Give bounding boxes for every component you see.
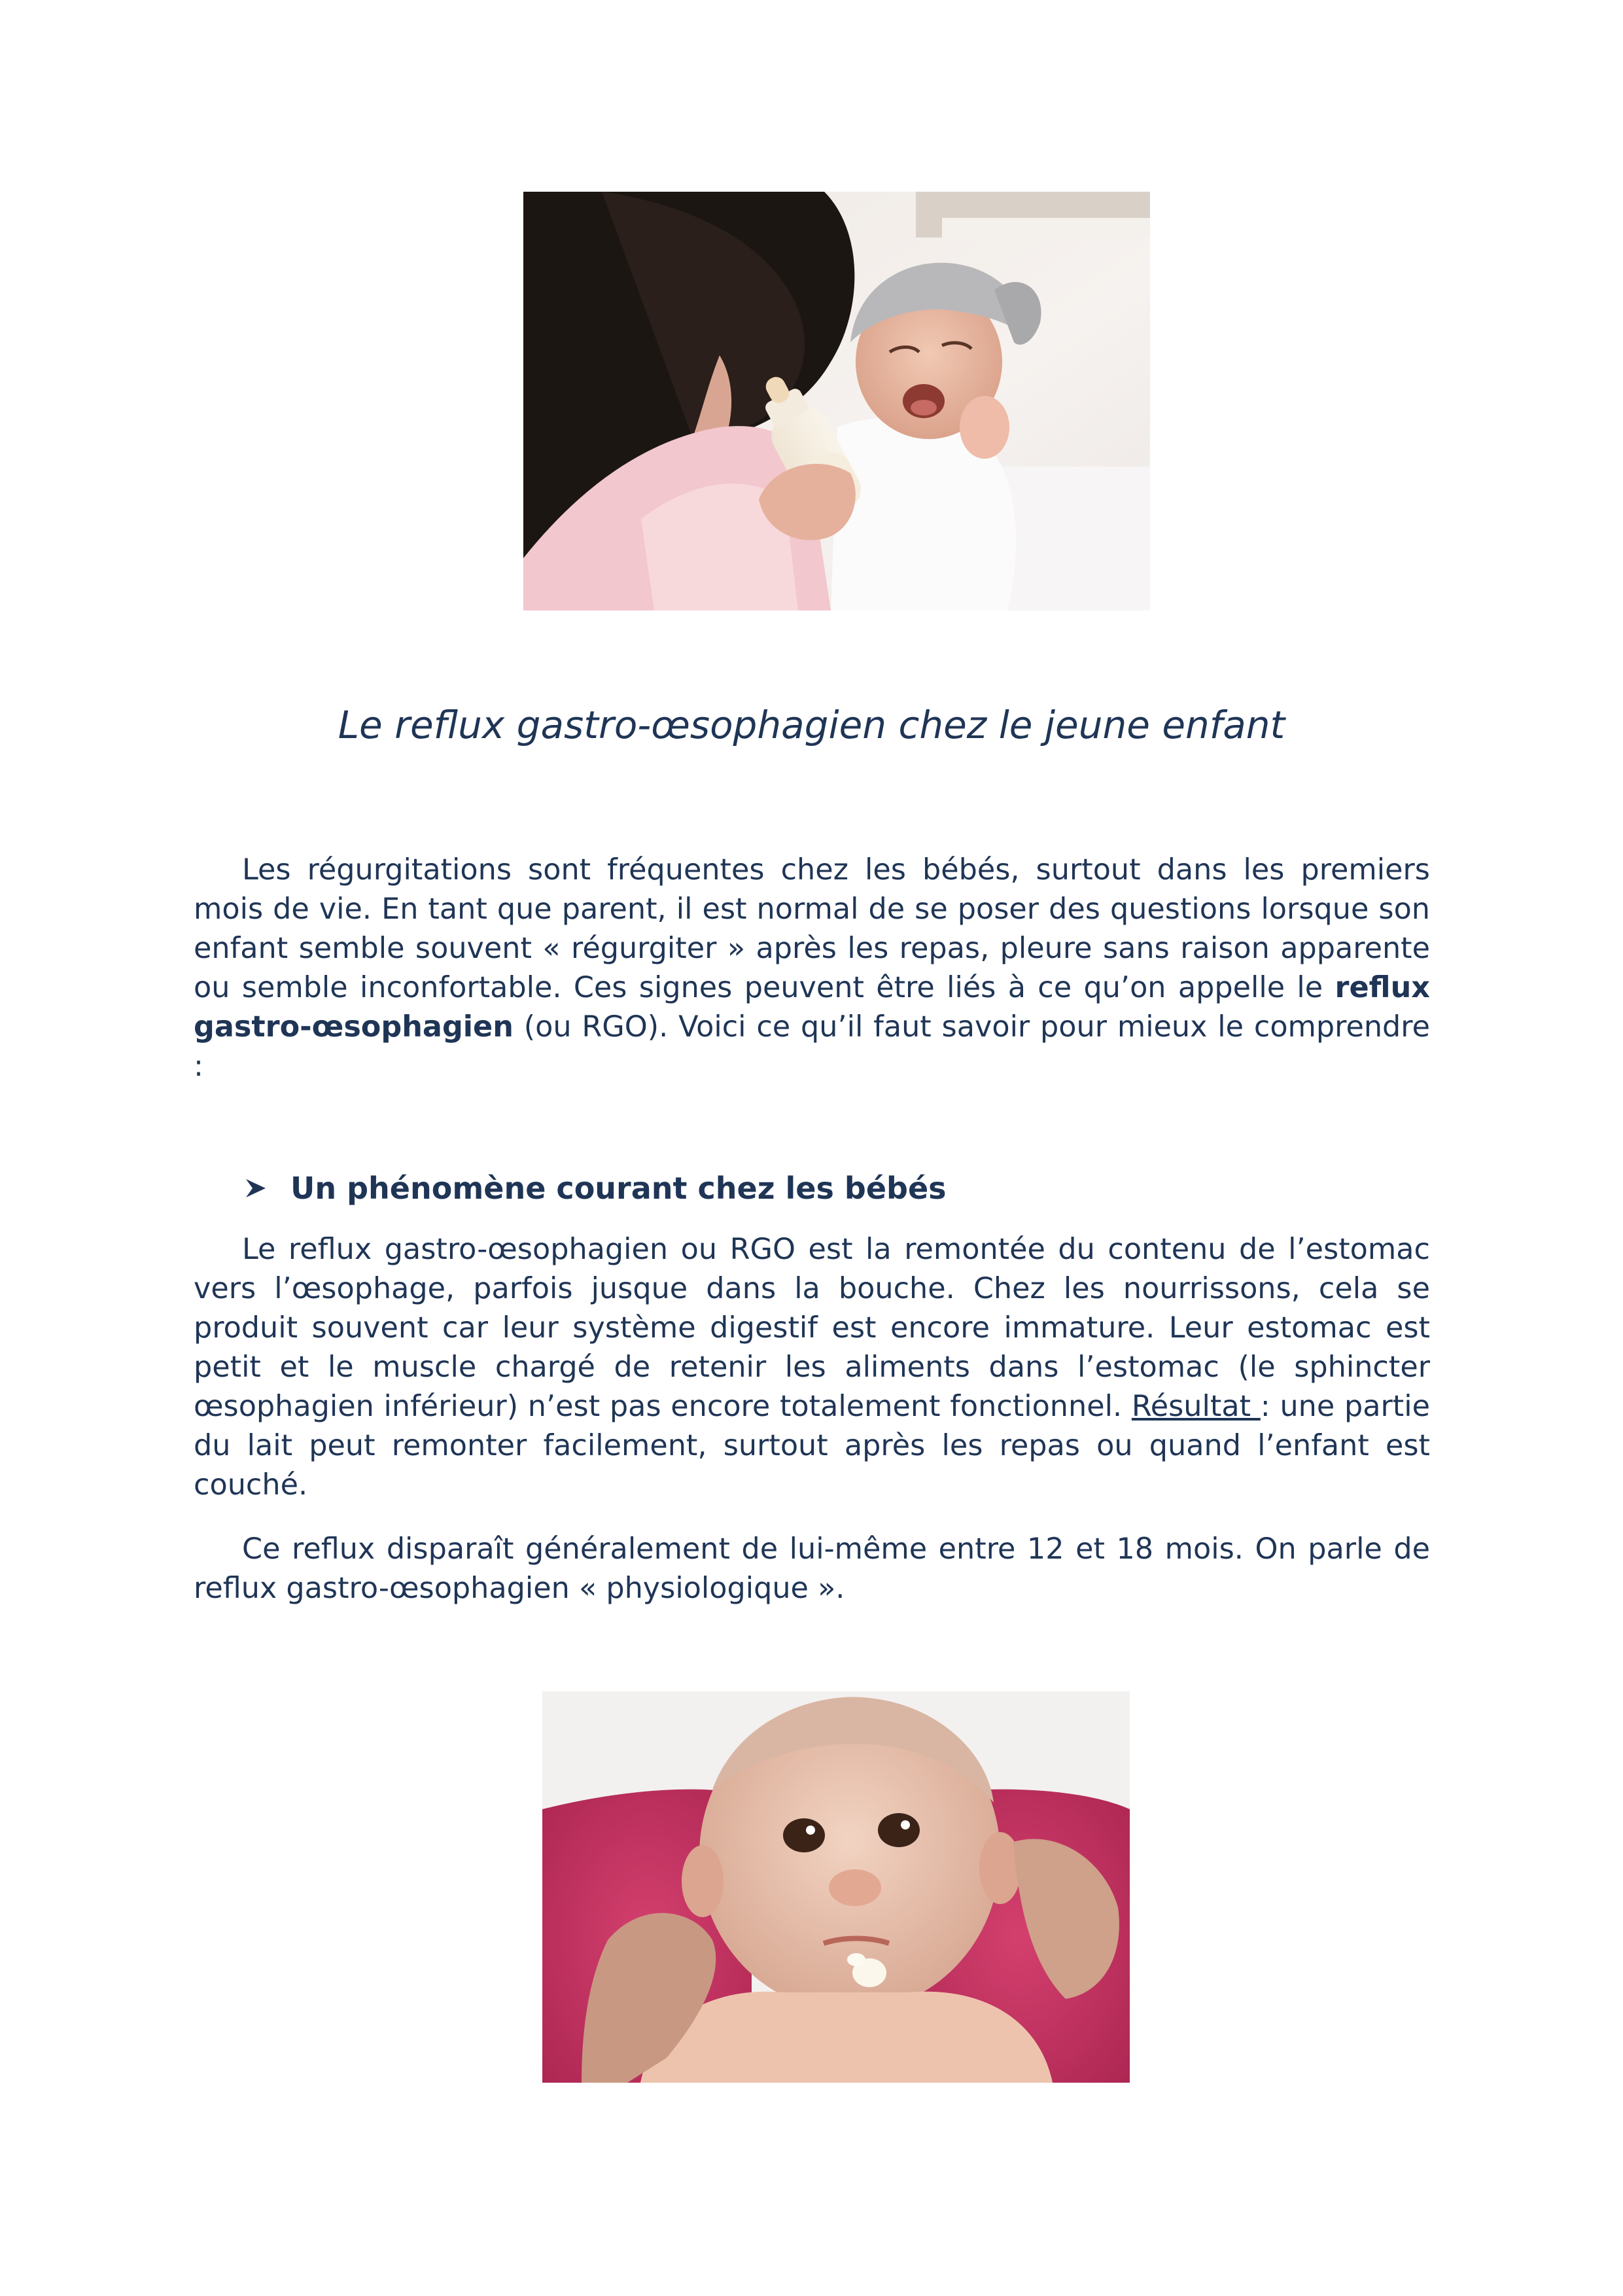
intro-bold-term: reflux gastro-œsophagien (194, 971, 1430, 1044)
section-heading-text: Un phénomène courant chez les bébés (290, 1171, 947, 1206)
section-paragraph-1 (194, 1230, 1430, 1505)
intro-text-before: Les régurgitations sont fréquentes chez les bébés, surtout dans les premiers mois de vie. En tant que parent, il est normal de se poser des questions lorsque son enfant semble souvent « régurgiter » après les repas, pleure sans raison apparente ou semble inconfortable. Ces signes peuvent être liés à ce qu’on appelle le (194, 853, 1430, 1004)
photo-mother-crying-baby (523, 192, 1150, 610)
photo-baby-spit-up (542, 1691, 1130, 2083)
section-heading (242, 1169, 947, 1208)
intro-text-after: (ou RGO). Voici ce qu’il faut savoir pour mieux le comprendre : (194, 1010, 1430, 1083)
section-p1-underlined: Résultat (1131, 1390, 1261, 1423)
section-paragraph-2: Ce reflux disparaît généralement de lui-même entre 12 et 18 mois. On parle de reflux gastro-œsophagien « physiologique ». (194, 1532, 1430, 1605)
intro-paragraph (194, 851, 1430, 1086)
arrowhead-bullet-icon (242, 1175, 268, 1201)
section-p1-before: Le reflux gastro-œsophagien ou RGO est la remontée du contenu de l’estomac vers l’œsophage, parfois jusque dans la bouche. Chez les nourrissons, cela se produit souvent car leur système digestif est encore immature. Leur estomac est petit et le muscle chargé de retenir les aliments dans l’estomac (le sphincter œsophagien inférieur) n’est pas encore totalement fonctionnel. (194, 1233, 1430, 1423)
document-title: Le reflux gastro-œsophagien chez le jeune enfant (338, 703, 1285, 747)
section-p1-after: : une partie du lait peut remonter facilement, surtout après les repas ou quand l’enfant est couché. (194, 1390, 1430, 1502)
